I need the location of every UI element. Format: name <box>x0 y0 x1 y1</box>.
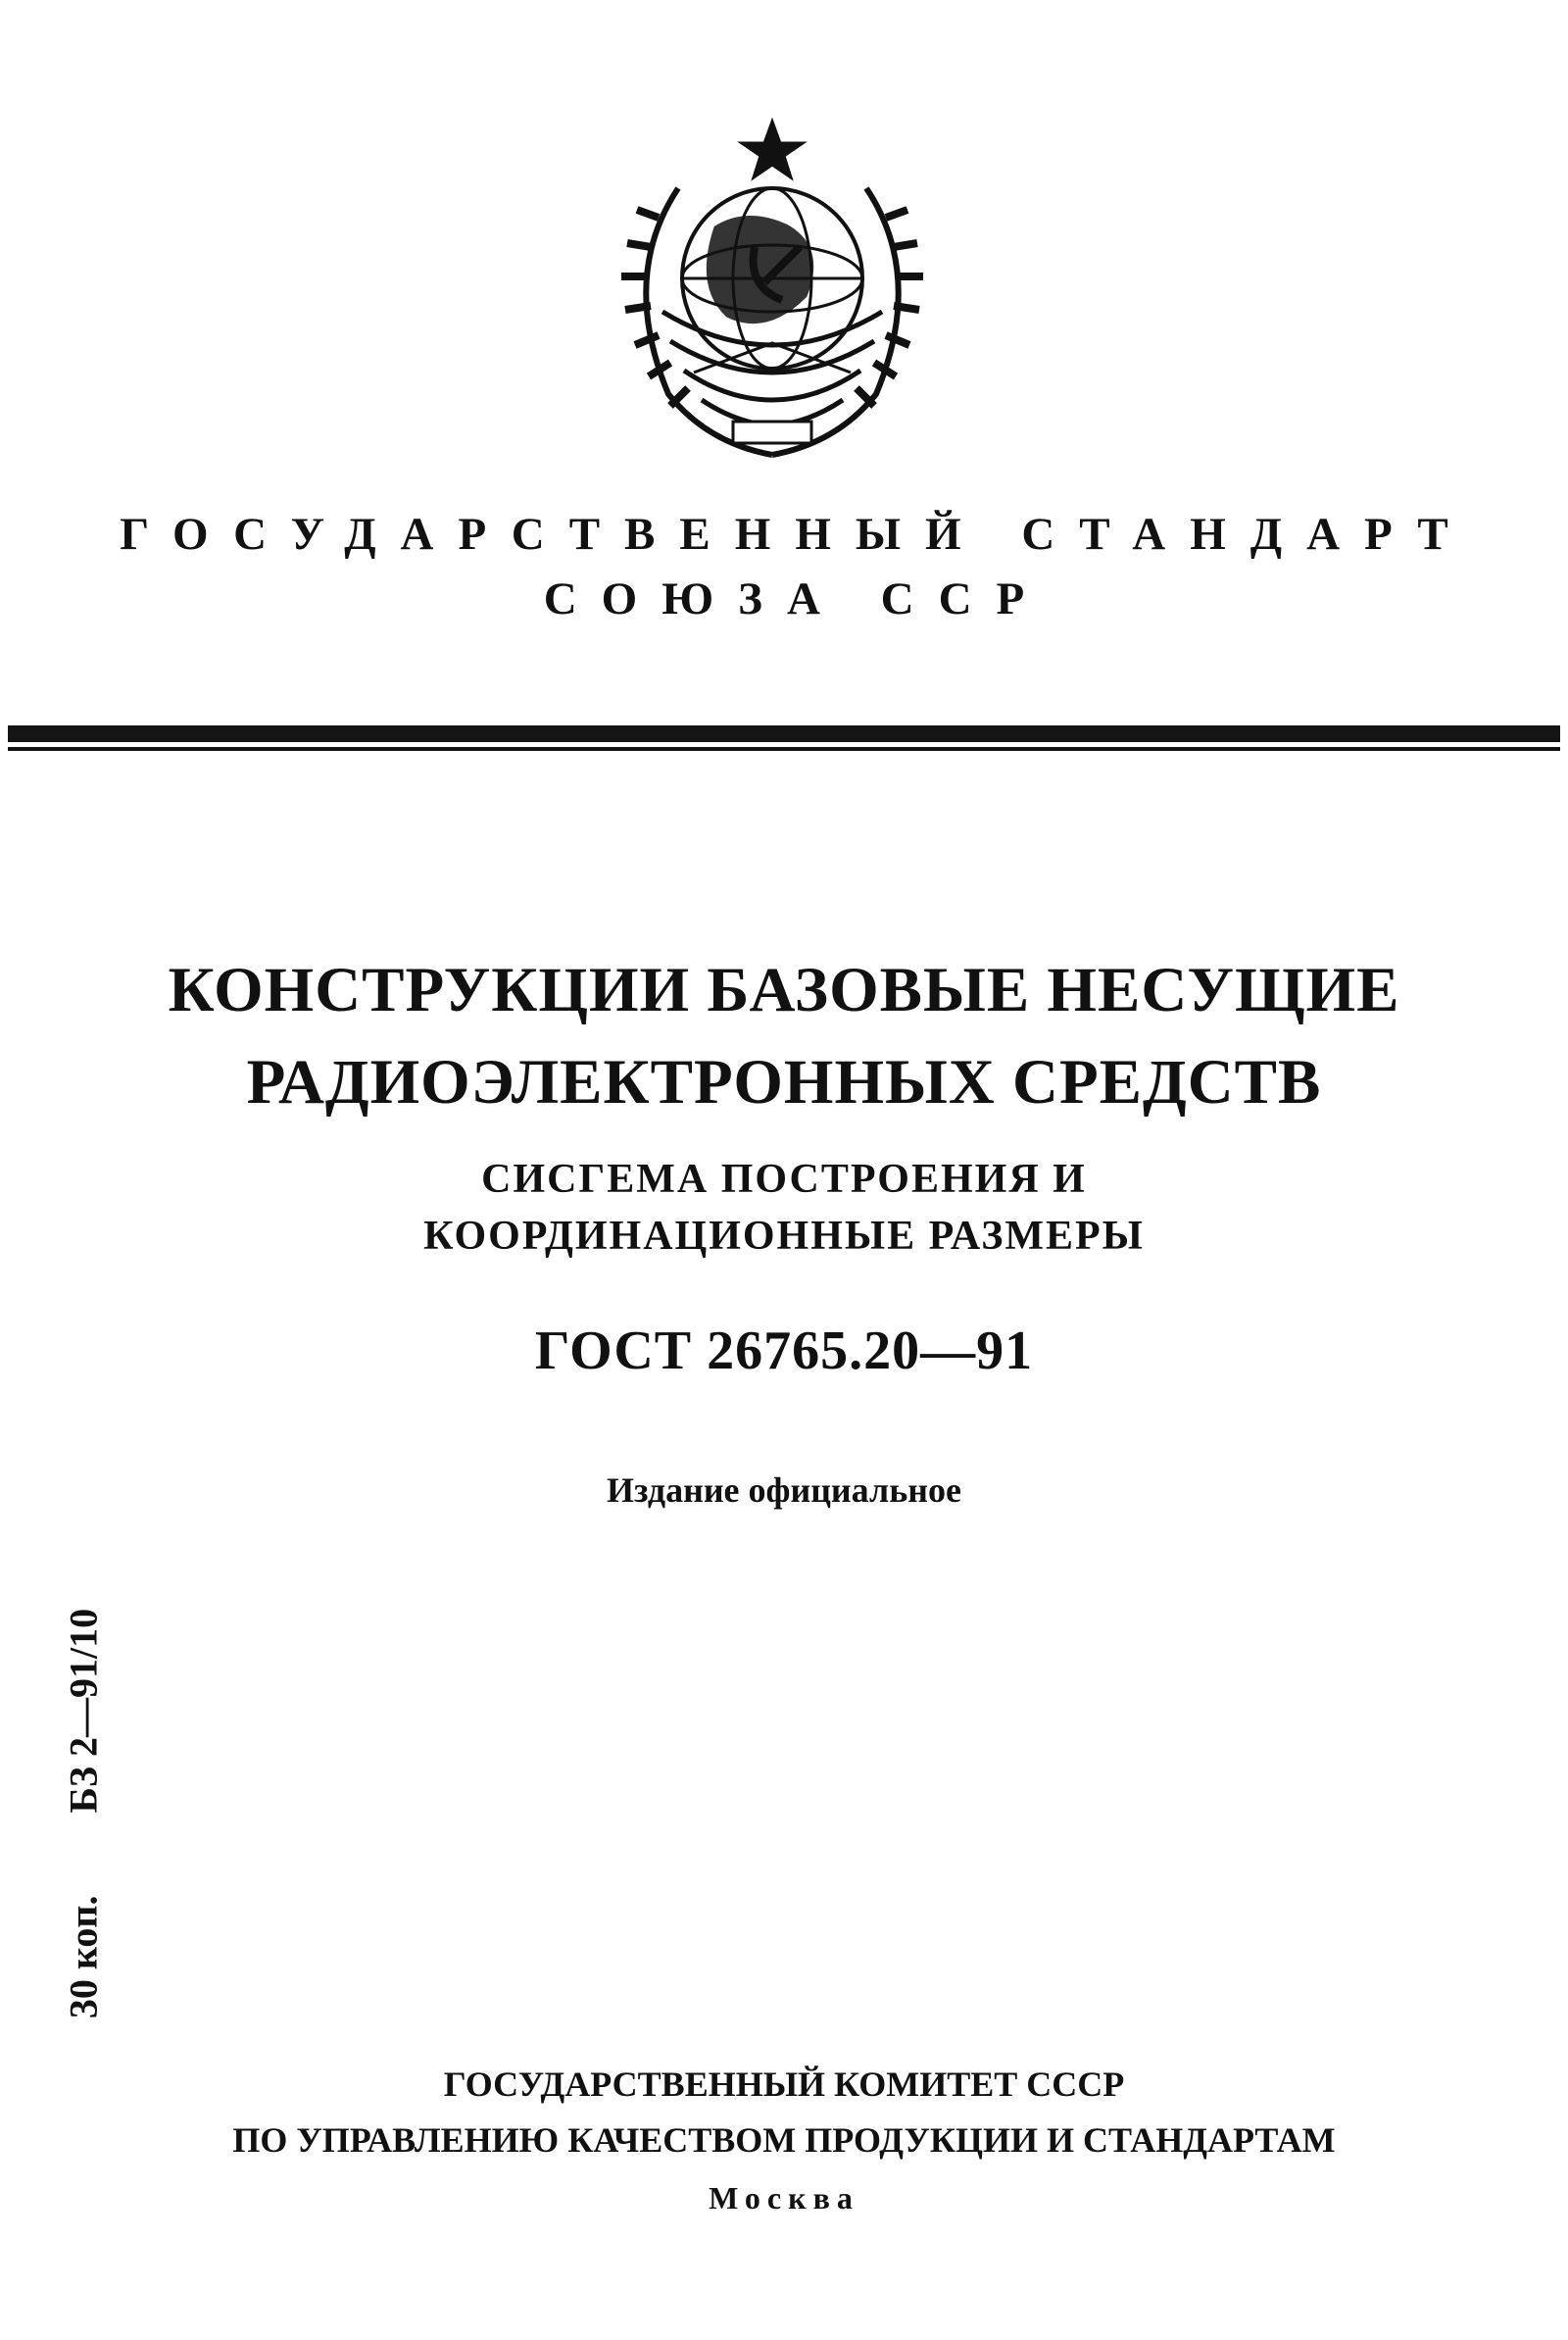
price-label: 30 коп. <box>61 1895 106 2019</box>
publisher-line1: ГОСУДАРСТВЕННЫЙ КОМИТЕТ СССР <box>443 2065 1125 2104</box>
publisher-line2: ПО УПРАВЛЕНИЮ КАЧЕСТВОМ ПРОДУКЦИИ И СТАНДАРТАМ <box>232 2120 1336 2160</box>
publisher-city: Москва <box>709 2180 859 2216</box>
side-margin-text <box>29 1568 137 2059</box>
ussr-state-emblem-icon <box>600 110 945 474</box>
document-title-line1: КОНСТРУКЦИИ БАЗОВЫЕ НЕСУЩИЕ <box>168 955 1400 1025</box>
standard-number: ГОСТ 26765.20—91 <box>534 1320 1034 1381</box>
divider-thin <box>8 747 1560 751</box>
header-title: ГОСУДАРСТВЕННЫЙ СТАНДАРТ <box>120 509 1473 560</box>
catalog-code: БЗ 2—91/10 <box>61 1608 106 1814</box>
edition-label: Издание официальное <box>607 1470 961 1510</box>
header-subtitle: СОЮЗА ССР <box>543 573 1050 624</box>
document-subtitle-line2: КООРДИНАЦИОННЫЕ РАЗМЕРЫ <box>423 1214 1145 1259</box>
divider-thick <box>8 725 1560 742</box>
document-title-line2: РАДИОЭЛЕКТРОННЫХ СРЕДСТВ <box>246 1047 1322 1118</box>
document-subtitle-line1: СИСГЕМА ПОСТРОЕНИЯ И <box>481 1157 1087 1202</box>
